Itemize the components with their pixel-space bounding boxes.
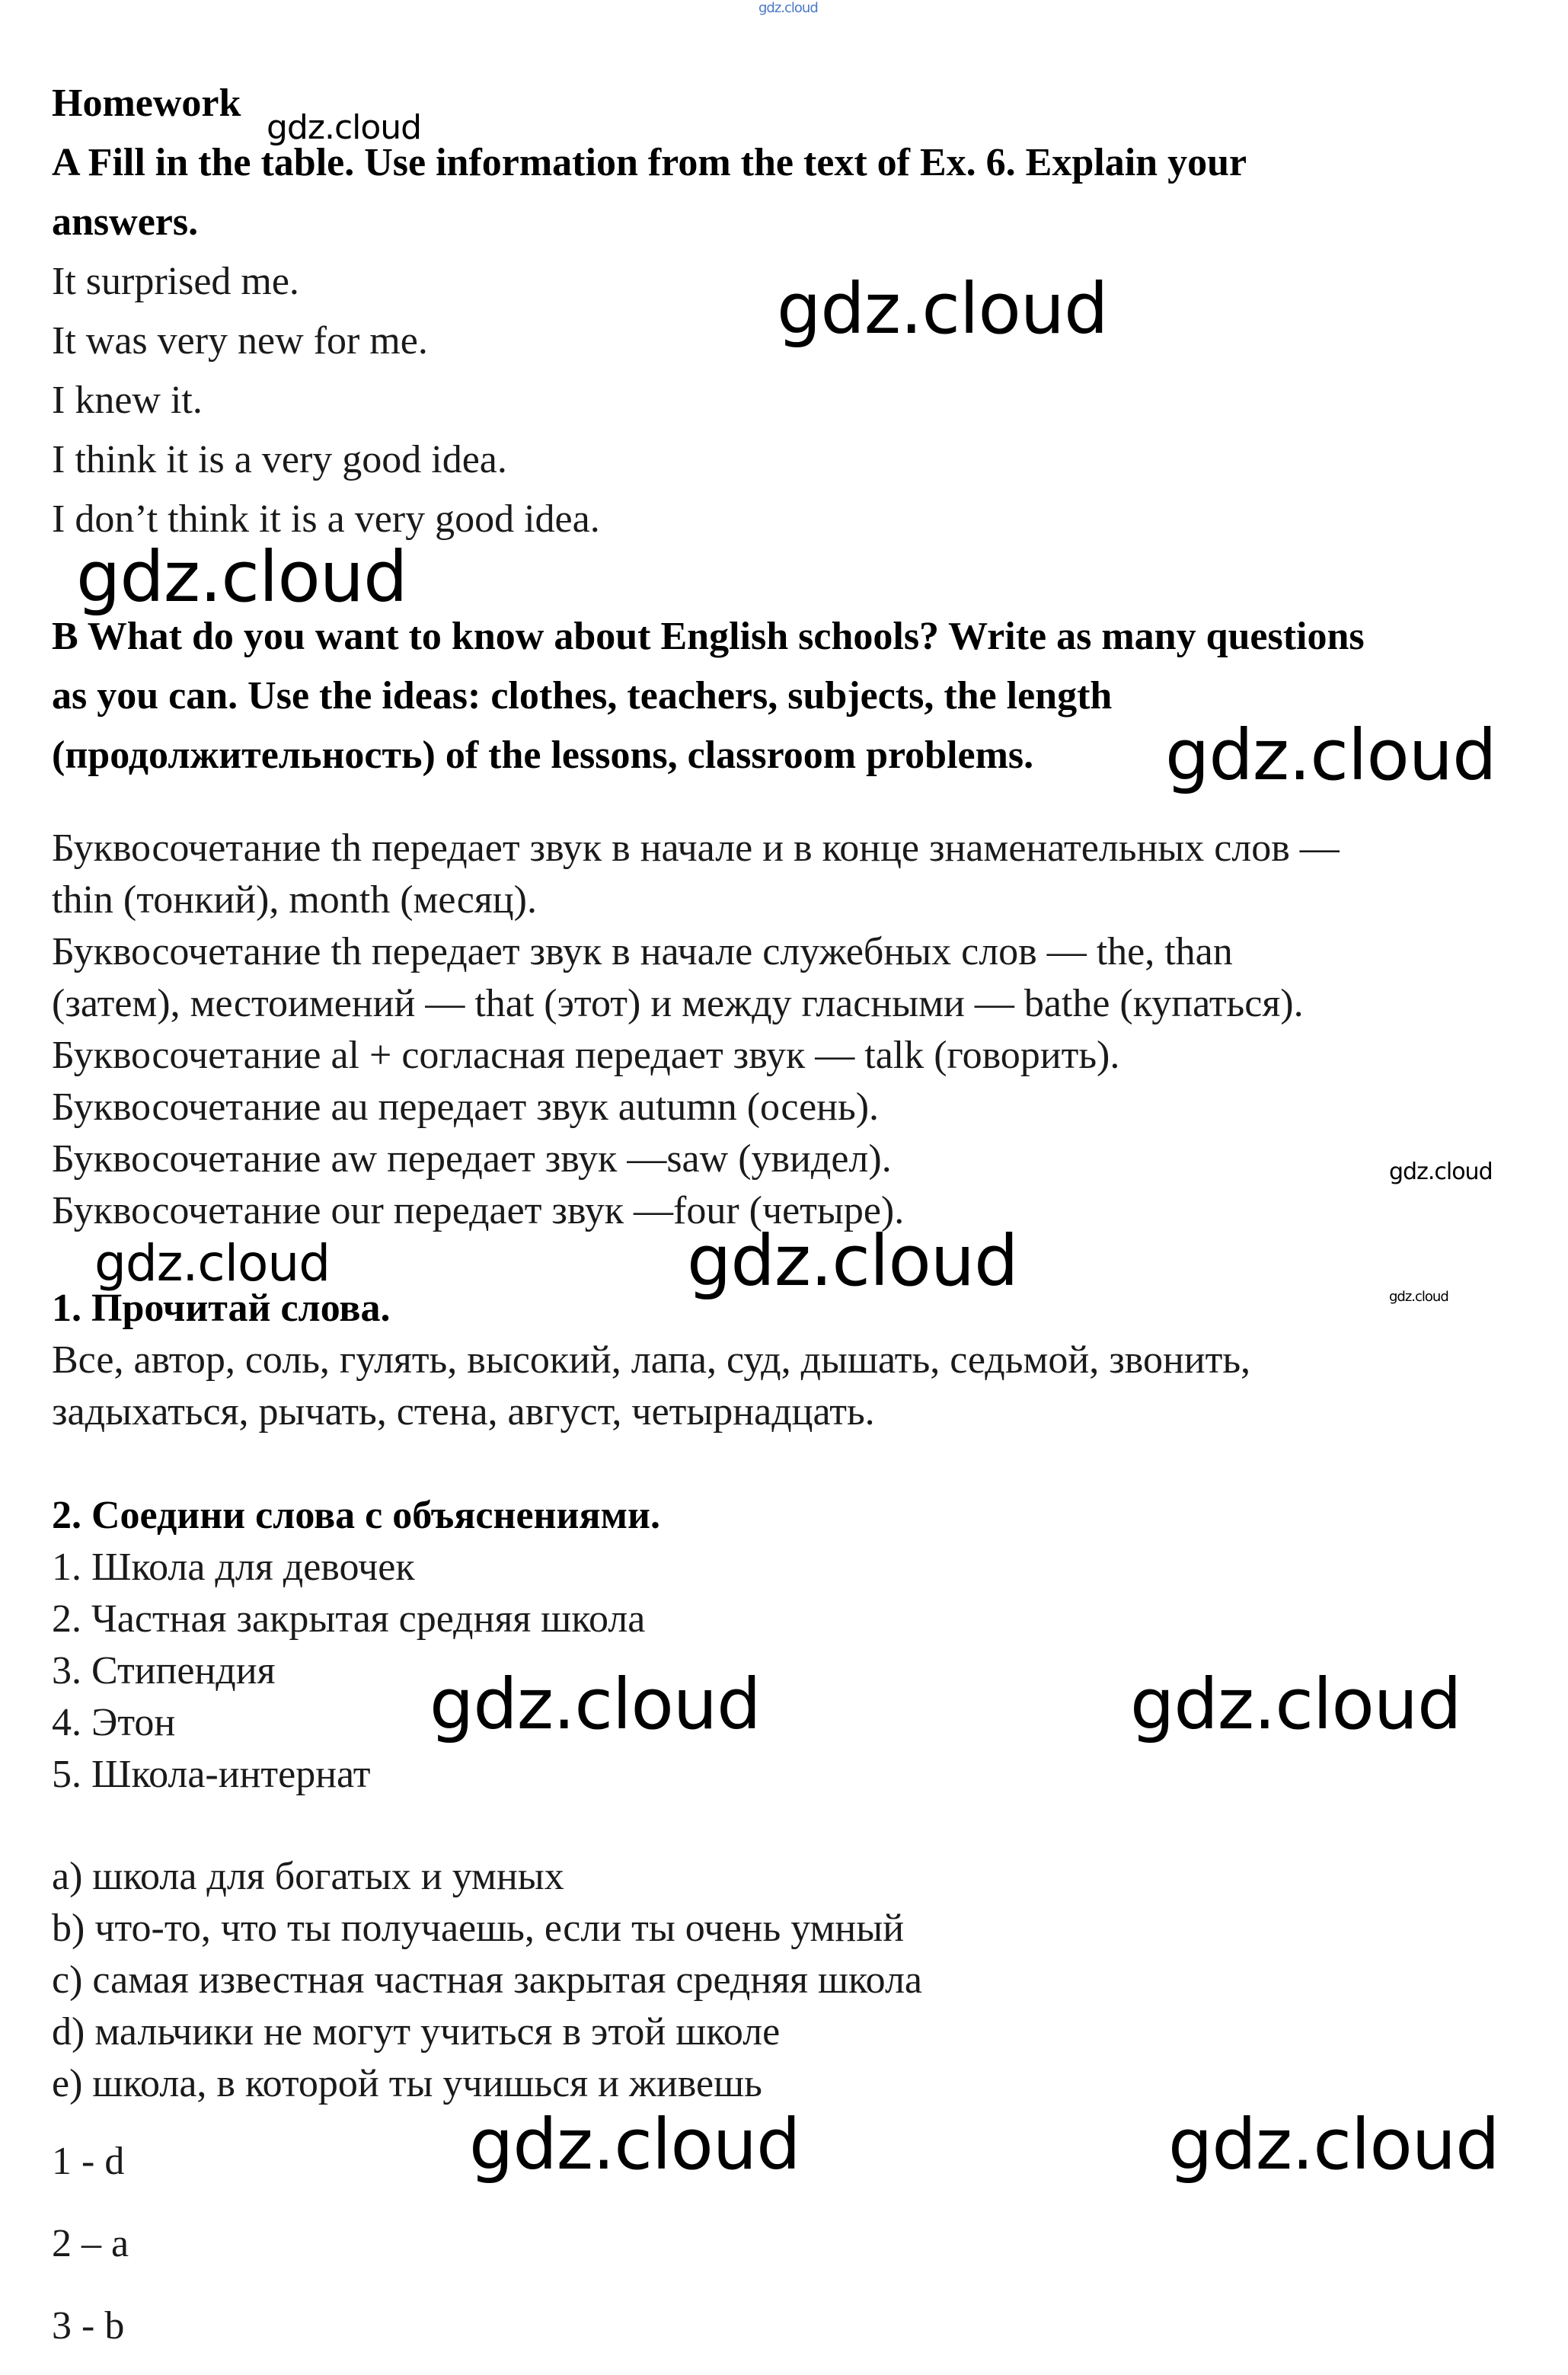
phonetics-line: Буквосочетание al + согласная передает звук — talk (говорить).: [52, 1034, 1120, 1077]
exercise2-item: 1. Школа для девочек: [52, 1546, 415, 1589]
task-a-option: I don’t think it is a very good idea.: [52, 497, 600, 541]
exercise2-explanation: d) мальчики не могут учиться в этой школе: [52, 2010, 781, 2054]
exercise2-explanation: a) школа для богатых и умных: [52, 1855, 564, 1898]
exercise2-answer: 2 – a: [52, 2222, 129, 2265]
task-a-option: It was very new for me.: [52, 319, 428, 363]
exercise2-answer: 3 - b: [52, 2304, 125, 2348]
watermark: gdz.cloud: [1389, 1159, 1493, 1185]
exercise2-explanation: c) самая известная частная закрытая средняя школа: [52, 1958, 923, 2002]
exercise2-explanation: e) школа, в которой ты учишься и живешь: [52, 2062, 762, 2105]
watermark: gdz.cloud: [76, 536, 407, 618]
phonetics-line: (затем), местоимений — that (этот) и между гласными — bathe (купаться).: [52, 982, 1304, 1025]
watermark: gdz.cloud: [94, 1234, 331, 1293]
phonetics-line: Буквосочетание th передает звук в начале и в конце знаменательных слов —: [52, 826, 1340, 870]
exercise1-line: задыхаться, рычать, стена, август, четырнадцать.: [52, 1390, 875, 1434]
exercise2-title: 2. Соедини слова с объяснениями.: [52, 1494, 660, 1537]
exercise2-explanation: b) что-то, что ты получаешь, если ты очень умный: [52, 1907, 905, 1950]
exercise2-item: 4. Этон: [52, 1701, 176, 1744]
watermark: gdz.cloud: [777, 268, 1108, 350]
task-a-line2: answers.: [52, 200, 199, 244]
task-a-option: I think it is a very good idea.: [52, 438, 507, 481]
watermark: gdz.cloud: [1389, 1289, 1448, 1305]
phonetics-line: Буквосочетание aw передает звук —saw (увидел).: [52, 1137, 892, 1181]
phonetics-line: Буквосочетание au передает звук autumn (осень).: [52, 1085, 880, 1129]
watermark: gdz.cloud: [1168, 2104, 1499, 2185]
task-b-line2: as you can. Use the ideas: clothes, teachers, subjects, the length: [52, 674, 1113, 718]
task-a-option: I knew it.: [52, 379, 203, 422]
task-a-line1: A Fill in the table. Use information from the text of Ex. 6. Explain your: [52, 141, 1247, 184]
watermark: gdz.cloud: [267, 108, 422, 147]
exercise1-title: 1. Прочитай слова.: [52, 1287, 391, 1330]
exercise2-item: 2. Частная закрытая средняя школа: [52, 1597, 646, 1641]
phonetics-line: Буквосочетание our передает звук —four (четыре).: [52, 1189, 905, 1232]
exercise2-answer: 1 - d: [52, 2140, 125, 2183]
task-b-line3: (продолжительность) of the lessons, classroom problems.: [52, 734, 1034, 777]
task-a-option: It surprised me.: [52, 260, 299, 303]
exercise2-item: 3. Стипендия: [52, 1649, 276, 1693]
phonetics-line: thin (тонкий), month (месяц).: [52, 878, 537, 922]
watermark: gdz.cloud: [1165, 714, 1496, 796]
exercise2-item: 5. Школа-интернат: [52, 1753, 371, 1796]
watermark: gdz.cloud: [469, 2104, 800, 2185]
watermark: gdz.cloud: [687, 1220, 1018, 1302]
watermark-top: gdz.cloud: [758, 0, 818, 16]
homework-title: Homework: [52, 82, 241, 125]
watermark: gdz.cloud: [1130, 1664, 1461, 1745]
watermark: gdz.cloud: [430, 1664, 761, 1745]
exercise1-line: Все, автор, соль, гулять, высокий, лапа, суд, дышать, седьмой, звонить,: [52, 1338, 1251, 1382]
phonetics-line: Буквосочетание th передает звук в начале служебных слов — the, than: [52, 930, 1233, 973]
task-b-line1: B What do you want to know about English schools? Write as many questions: [52, 615, 1365, 658]
